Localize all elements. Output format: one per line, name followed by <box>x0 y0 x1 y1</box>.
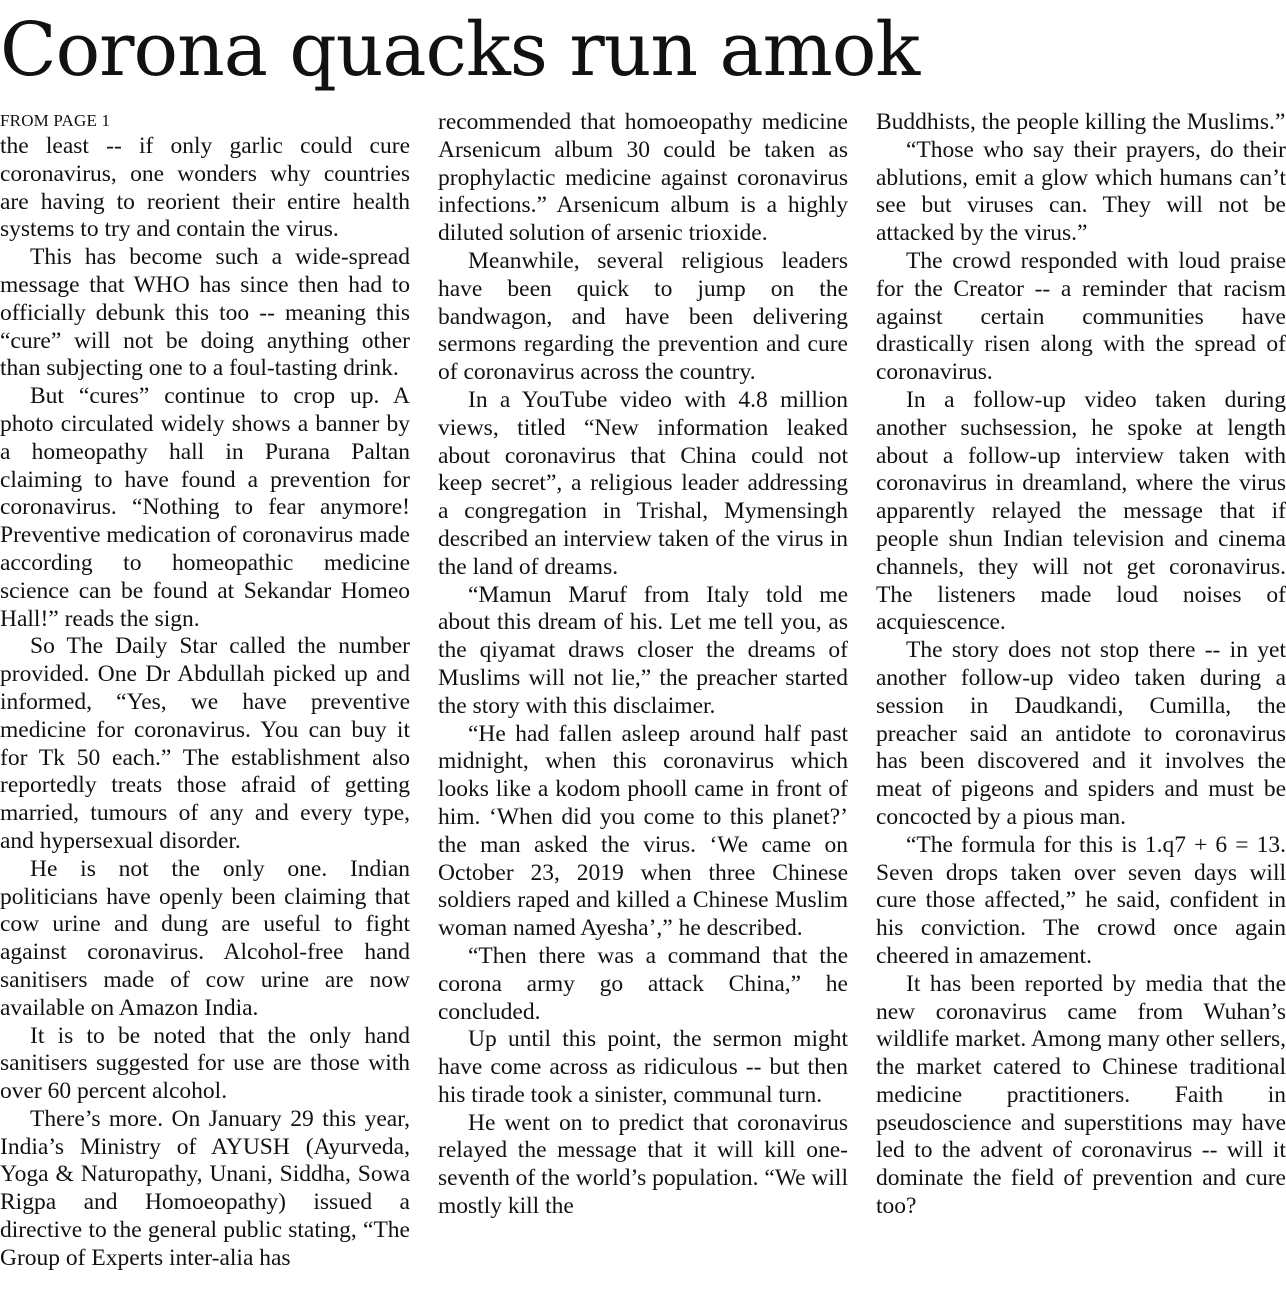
paragraph: This has become such a wide-spread message that WHO has since then had to officially debunk this too -- meaning this “cure” will not be doing anything other than subjecting one to a foul-tasting drink. <box>0 244 410 382</box>
paragraph: The story does not stop there -- in yet another follow-up video taken during a session in Daudkandi, Cumilla, the preacher said an antidote to coronavirus has been discovered and it involves the meat of pigeons and spiders and must be concocted by a pious man. <box>876 637 1286 830</box>
paragraph: Buddhists, the people killing the Muslims.” <box>876 109 1286 135</box>
paragraph: The crowd responded with loud praise for the Creator -- a reminder that racism against certain communities have drastically risen along with the spread of coronavirus. <box>876 247 1286 386</box>
article-column-1 <box>0 109 410 1273</box>
paragraph: “Those who say their prayers, do their ablutions, emit a glow which humans can’t see but viruses can. They will not be attacked by the virus.” <box>876 136 1286 247</box>
paragraph: Meanwhile, several religious leaders have been quick to jump on the bandwagon, and have been delivering sermons regarding the prevention and cure of coronavirus across the country. <box>438 247 848 386</box>
paragraph: “The formula for this is 1.q7 + 6 = 13. Seven drops taken over seven days will cure those affected,” he said, confident in his conviction. The crowd once again cheered in amazement. <box>876 831 1286 969</box>
paragraph: recommended that homoeopathy medicine Arsenicum album 30 could be taken as prophylactic medicine against coronavirus infections.” Arsenicum album is a highly diluted solution of arsenic trioxide. <box>438 109 848 247</box>
paragraph: “He had fallen asleep around half past midnight, when this coronavirus which looks like a kodom phooll came in front of him. ‘When did you come to this planet?’ the man asked the virus. ‘We came on October 23, 2019 when three Chinese soldiers raped and killed a Chinese Muslim woman named Ayesha’,” he described. <box>438 720 848 942</box>
paragraph: So The Daily Star called the number provided. One Dr Abdullah picked up and informed, “Yes, we have preventive medicine for coronavirus. You can buy it for Tk 50 each.” The establishment also reportedly treats those afraid of getting married, tumours of any and every type, and hypersexual disorder. <box>0 633 410 854</box>
paragraph: the least -- if only garlic could cure coronavirus, one wonders why countries are having to reorient their entire health systems to try and contain the virus. <box>0 133 410 243</box>
paragraph: In a follow-up video taken during another suchsession, he spoke at length about a follow-up interview taken with coronavirus in dreamland, where the virus apparently relayed the message that if people shun Indian television and cinema channels, they will not get coronavirus. The listeners made loud noises of acquiescence. <box>876 386 1286 636</box>
paragraph: “Mamun Maruf from Italy told me about this dream of his. Let me tell you, as the qiyamat draws closer the dreams of Muslims will not lie,” the preacher started the story with this disclaimer. <box>438 581 848 719</box>
headline: Corona quacks run amok <box>0 7 920 93</box>
paragraph: There’s more. On January 29 this year, India’s Ministry of AYUSH (Ayurveda, Yoga & Naturopathy, Unani, Siddha, Sowa Rigpa and Homoeopathy) issued a directive to the general public stating, “The Group of Experts inter-alia has <box>0 1105 410 1271</box>
paragraph: He is not the only one. Indian politicians have openly been claiming that cow urine and dung are useful to fight against coronavirus. Alcohol-free hand sanitisers made of cow urine are now available on Amazon India. <box>0 855 410 1021</box>
paragraph: He went on to predict that coronavirus relayed the message that it will kill one-seventh of the world’s population. “We will mostly kill the <box>438 1109 848 1220</box>
paragraph: In a YouTube video with 4.8 million views, titled “New information leaked about coronavirus that China could not keep secret”, a religious leader addressing a congregation in Trishal, Mymensingh described an interview taken of the virus in the land of dreams. <box>438 386 848 580</box>
paragraph: Up until this point, the sermon might have come across as ridiculous -- but then his tirade took a sinister, communal turn. <box>438 1026 848 1108</box>
paragraph: But “cures” continue to crop up. A photo circulated widely shows a banner by a homeopathy hall in Purana Paltan claiming to have found a prevention for coronavirus. “Nothing to fear anymore! Preventive medication of coronavirus made according to homeopathic medicine science can be found at Sekandar Homeo Hall!” reads the sign. <box>0 383 410 632</box>
paragraph: It is to be noted that the only hand sanitisers suggested for use are those with over 60 percent alcohol. <box>0 1022 410 1105</box>
paragraph: “Then there was a command that the corona army go attack China,” he concluded. <box>438 942 848 1025</box>
jump-line: FROM PAGE 1 <box>0 111 111 130</box>
article-column-3 <box>876 109 1286 1221</box>
paragraph: It has been reported by media that the new coronavirus came from Wuhan’s wildlife market. Among many other sellers, the market catered to Chinese traditional medicine practitioners. Faith in pseudoscience and superstitions may have led to the advent of coronavirus -- will it dominate the field of prevention and cure too? <box>876 970 1286 1220</box>
article-column-2 <box>438 109 848 1221</box>
